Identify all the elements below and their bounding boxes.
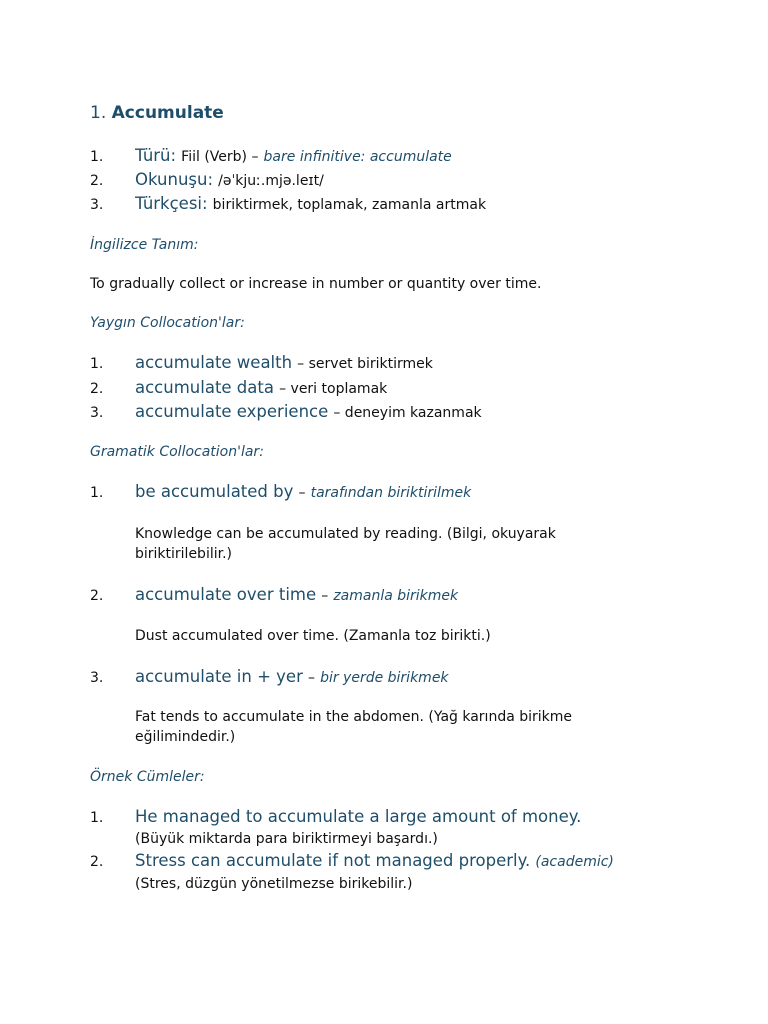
- entry-number: 1.: [90, 103, 107, 123]
- info-item-number: 2.: [90, 173, 104, 189]
- info-item-number: 1.: [90, 149, 104, 165]
- info-item-number: 3.: [90, 197, 104, 213]
- grammar-number: 1.: [90, 485, 104, 501]
- grammar-dash: –: [307, 670, 315, 686]
- definition-text: To gradually collect or increase in number or quantity over time.: [90, 276, 542, 292]
- collocation-meaning: – servet biriktirmek: [297, 356, 433, 372]
- example-register-note: (academic): [535, 854, 614, 870]
- grammar-number: 3.: [90, 670, 104, 686]
- info-label: Türü:: [135, 146, 177, 165]
- entry-title: [90, 103, 224, 123]
- collocation-number: 1.: [90, 356, 104, 372]
- collocation-meaning: – veri toplamak: [279, 381, 388, 397]
- example-translation: (Stres, düzgün yönetilmezse birikebilir.): [135, 876, 413, 892]
- grammar-dash: –: [321, 588, 329, 604]
- grammar-dash: –: [298, 485, 306, 501]
- grammar-meaning: bir yerde birikmek: [320, 670, 449, 686]
- example-sentence: Stress can accumulate if not managed properly.: [135, 851, 531, 870]
- info-text: biriktirmek, toplamak, zamanla artmak: [212, 197, 487, 213]
- grammar-example: Dust accumulated over time. (Zamanla toz birikti.): [135, 628, 491, 644]
- collocation-meaning: – deneyim kazanmak: [333, 405, 482, 421]
- collocation-phrase: accumulate experience: [135, 402, 329, 421]
- example-sentence: He managed to accumulate a large amount of money.: [135, 807, 582, 826]
- grammar-phrase: be accumulated by: [135, 482, 294, 501]
- grammar-phrase: accumulate over time: [135, 585, 317, 604]
- grammar-meaning: zamanla birikmek: [333, 588, 459, 604]
- collocations-heading: Yaygın Collocation'lar:: [90, 315, 245, 331]
- example-translation: (Büyük miktarda para biriktirmeyi başardı.): [135, 831, 438, 847]
- collocation-phrase: accumulate wealth: [135, 353, 293, 372]
- entry-word: Accumulate: [111, 103, 224, 123]
- info-text: /əˈkjuː.mjə.leɪt/: [218, 173, 324, 189]
- collocation-number: 3.: [90, 405, 104, 421]
- grammar-example: Fat tends to accumulate in the abdomen. (Yağ karında birikme eğilimindedir.): [135, 709, 573, 745]
- grammar-phrase: accumulate in + yer: [135, 667, 303, 686]
- grammar-number: 2.: [90, 588, 104, 604]
- info-text: Fiil (Verb) –: [181, 149, 259, 165]
- example-number: 1.: [90, 810, 104, 826]
- info-label: Türkçesi:: [135, 194, 208, 213]
- grammar-example: Knowledge can be accumulated by reading. (Bilgi, okuyarak biriktirilebilir.): [135, 526, 556, 562]
- examples-heading: Örnek Cümleler:: [90, 769, 205, 785]
- grammar-meaning: tarafından biriktirilmek: [310, 485, 472, 501]
- info-label: Okunuşu:: [135, 170, 214, 189]
- definition-heading: İngilizce Tanım:: [90, 237, 199, 253]
- grammar-heading: Gramatik Collocation'lar:: [90, 444, 264, 460]
- info-note: bare infinitive: accumulate: [263, 149, 452, 165]
- collocation-phrase: accumulate data: [135, 378, 274, 397]
- example-number: 2.: [90, 854, 104, 870]
- collocation-number: 2.: [90, 381, 104, 397]
